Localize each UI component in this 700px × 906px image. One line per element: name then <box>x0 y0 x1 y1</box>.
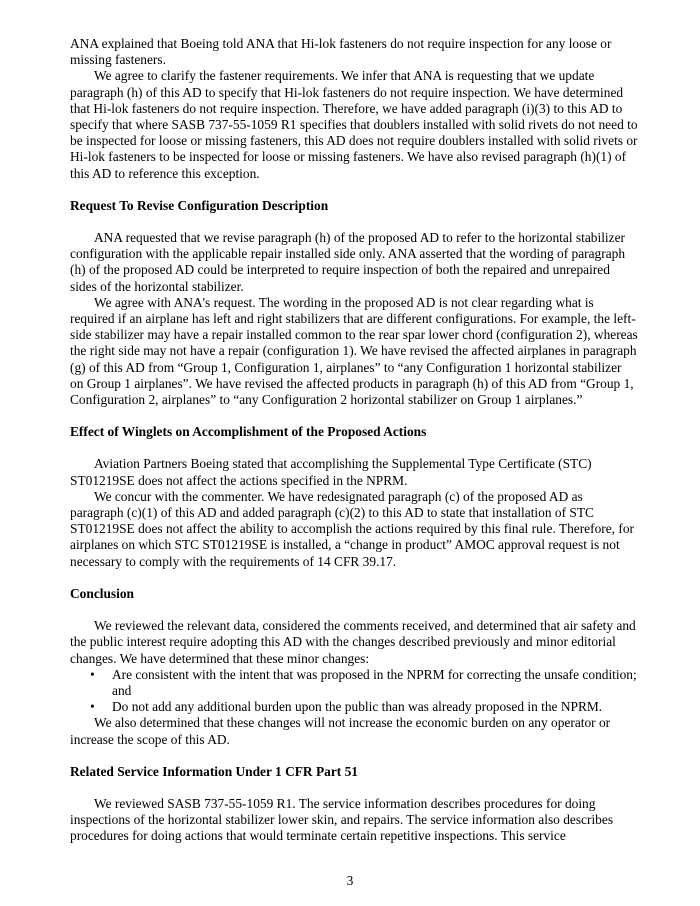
bullet-list <box>70 667 638 716</box>
bullet-icon: • <box>90 699 95 715</box>
paragraph: We reviewed the relevant data, considered the comments received, and determined that air safety and the public interest require adopting this AD with the changes described previously and minor editorial changes. We have determined that these minor changes: <box>70 618 636 666</box>
paragraph: We reviewed SASB 737-55-1059 R1. The service information describes procedures for doing inspections of the horizontal stabilizer lower skin, and repairs. The service information also describes procedures for doing actions that would terminate certain repetitive inspections. This service <box>70 795 614 844</box>
paragraph: ANA explained that Boeing told ANA that Hi-lok fasteners do not require inspection for any loose or missing fasteners. <box>70 36 612 68</box>
section-heading: Effect of Winglets on Accomplishment of the Proposed Actions <box>70 424 427 440</box>
section-heading: Conclusion <box>70 585 134 601</box>
list-item-text: Are consistent with the intent that was proposed in the NPRM for correcting the unsafe condition; and <box>112 666 637 698</box>
paragraph: We also determined that these changes will not increase the economic burden on any operator or increase the scope of this AD. <box>70 715 611 747</box>
list-item <box>70 699 638 715</box>
section-heading: Request To Revise Configuration Description <box>70 197 329 213</box>
section-heading: Related Service Information Under 1 CFR Part 51 <box>70 763 358 779</box>
page-number: 3 <box>346 873 354 888</box>
document-body <box>70 36 638 845</box>
paragraph: ANA requested that we revise paragraph (h) of the proposed AD to refer to the horizontal stabilizer configuration with the applicable repair installed side only. ANA asserted that the wording of paragraph (h) of the proposed AD could be interpreted to require inspection of both the repaired and unrepaired sides of the horizontal stabilizer. <box>70 230 626 294</box>
paragraph: We concur with the commenter. We have redesignated paragraph (c) of the proposed AD as paragraph (c)(1) of this AD and added paragraph (c)(2) to this AD to state that installation of STC ST01219SE does not affect the ability to accomplish the actions required by this final rule. Therefore, for airplanes on which STC ST01219SE is installed, a “change in product” AMOC approval request is not necessary to comply with the requirements of 14 CFR 39.17. <box>70 488 634 569</box>
paragraph: We agree with ANA's request. The wording in the proposed AD is not clear regarding what is required if an airplane has left and right stabilizers that are different configurations. For example, the left-side stabilizer may have a repair installed common to the rear spar lower chord (configuration 2), whereas the right side may not have a repair (configuration 1). We have revised the affected airplanes in paragraph (g) of this AD from “Group 1, Configuration 1, airplanes” to “any Configuration 1 horizontal stabilizer on Group 1 airplanes”. We have revised the affected products in paragraph (h) of this AD from “Group 1, Configuration 2, airplanes” to “any Configuration 2 horizontal stabilizer on Group 1 airplanes.” <box>70 294 638 408</box>
paragraph: Aviation Partners Boeing stated that accomplishing the Supplemental Type Certificate (STC) ST01219SE does not affect the actions specified in the NPRM. <box>70 456 592 488</box>
bullet-icon: • <box>90 666 95 682</box>
paragraph: We agree to clarify the fastener requirements. We infer that ANA is requesting that we update paragraph (h) of this AD to specify that Hi-lok fasteners do not require inspection. We have determined that Hi-lok fasteners do not require inspection. Therefore, we have added paragraph (i)(3) to this AD to specify that where SASB 737-55-1059 R1 specifies that doublers installed with solid rivets do not need to be inspected for loose or missing fasteners, this AD does not require doublers installed with solid rivets or Hi-lok fasteners to be inspected for loose or missing fasteners. We have also revised paragraph (h)(1) of this AD to reference this exception. <box>70 68 638 181</box>
list-item-text: Do not add any additional burden upon the public than was already proposed in the NPRM. <box>112 699 603 715</box>
list-item <box>70 667 638 699</box>
